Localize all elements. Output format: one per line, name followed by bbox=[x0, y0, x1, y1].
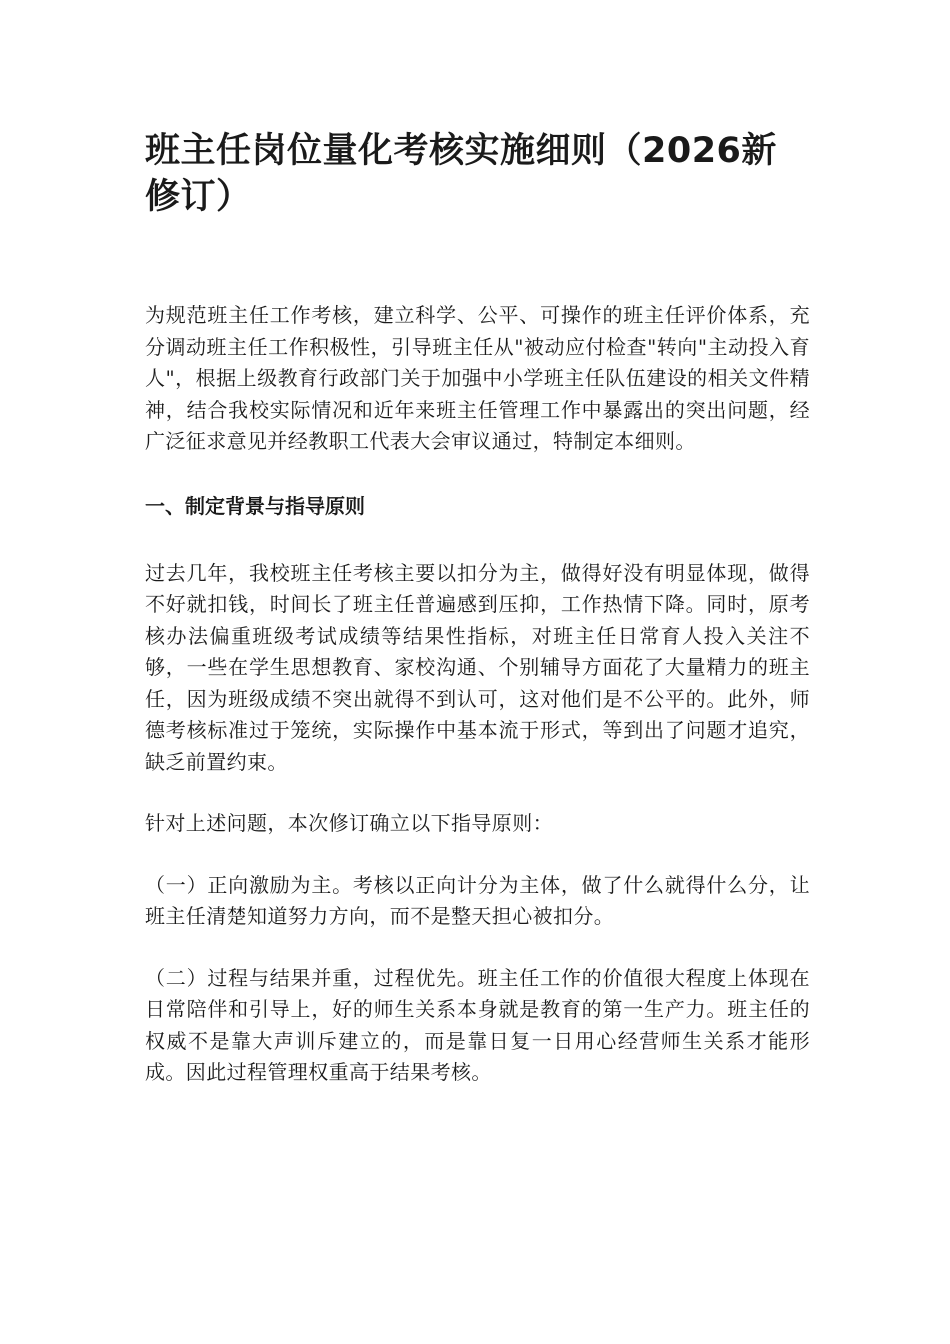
section-heading: 一、制定背景与指导原则 bbox=[145, 493, 365, 518]
intro-paragraph: 为规范班主任工作考核，建立科学、公平、可操作的班主任评价体系，充分调动班主任工作积极性，引导班主任从"被动应付检查"转向"主动投入育人"，根据上级教育行政部门关于加强中小学班主任队伍建设的相关文件精神，结合我校实际情况和近年来班主任管理工作中暴露出的突出问题，经广泛征求意见并经教职工代表大会审议通过，特制定本细则。 bbox=[145, 303, 810, 453]
principle-2-paragraph: （二）过程与结果并重，过程优先。班主任工作的价值很大程度上体现在日常陪伴和引导上，好的师生关系本身就是教育的第一生产力。班主任的权威不是靠大声训斥建立的，而是靠日复一日用心经营师生关系才能形成。因此过程管理权重高于结果考核。 bbox=[145, 965, 810, 1084]
document-body bbox=[145, 128, 810, 1089]
document-title: 班主任岗位量化考核实施细则（2026新修订） bbox=[145, 131, 777, 217]
background-paragraph: 过去几年，我校班主任考核主要以扣分为主，做得好没有明显体现，做得不好就扣钱，时间长了班主任普遍感到压抑，工作热情下降。同时，原考核办法偏重班级考试成绩等结果性指标，对班主任日常育人投入关注不够，一些在学生思想教育、家校沟通、个别辅导方面花了大量精力的班主任，因为班级成绩不突出就得不到认可，这对他们是不公平的。此外，师德考核标准过于笼统，实际操作中基本流于形式，等到出了问题才追究，缺乏前置约束。 bbox=[145, 560, 810, 774]
principle-1-paragraph: （一）正向激励为主。考核以正向计分为主体，做了什么就得什么分，让班主任清楚知道努力方向，而不是整天担心被扣分。 bbox=[145, 872, 810, 928]
principles-intro-paragraph: 针对上述问题，本次修订确立以下指导原则： bbox=[145, 811, 553, 835]
